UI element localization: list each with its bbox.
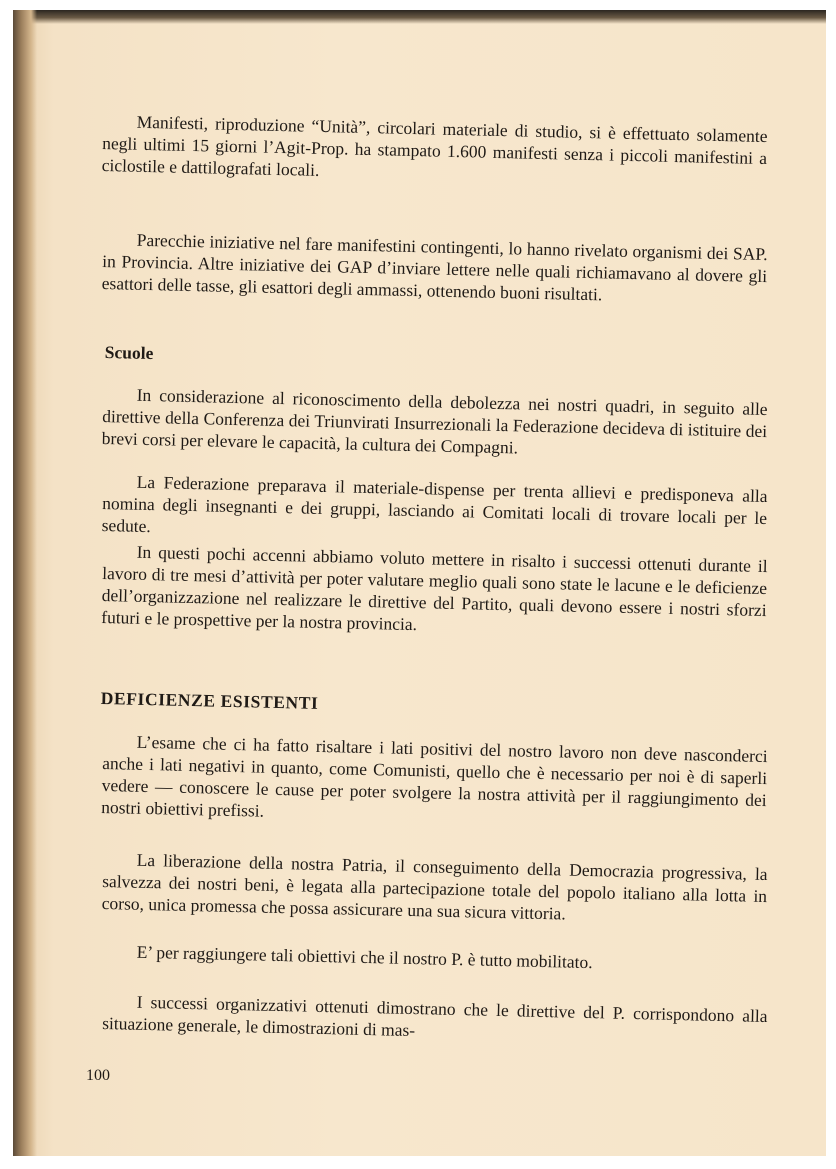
paragraph-scuole-3: In questi pochi accenni abbiamo voluto mettere in risalto i successi ottenuti durante il lavoro di tre mesi d’attività per poter valutare meglio quali sono state le lacune e le deficienze dell’organizzazione nel realizzare le direttive del Partito, quali devono essere i nostri sforzi futuri e le prospettive per la nostra provincia. [101, 541, 768, 635]
section-heading-scuole: Scuole [104, 342, 154, 364]
paragraph-deficienze-2: La liberazione della nostra Patria, il conseguimento della Democrazia progressiva, la salvezza dei nostri beni, è legata alla partecipazione totale del popolo italiano alla lotta in corso, unica promessa che possa assicurare una sua sicura vittoria. [101, 849, 768, 924]
page-text-area [13, 10, 826, 1156]
paragraph-deficienze-1: L’esame che ci ha fatto risaltare i lati positivi del nostro lavoro non deve nasconderci anche i lati negativi in quanto, come Comunisti, quello che è necessario per noi è di saperli vedere — conoscere le cause per poter svolgere la nostra attività per il raggiungimento dei nostri obiettivi prefissi. [101, 731, 768, 821]
page-number: 100 [86, 1067, 110, 1084]
paragraph-deficienze-3: E’ per raggiungere tali obiettivi che il nostro P. è tutto mobilitato. [136, 941, 593, 973]
paragraph-deficienze-4: I successi organizzativi ottenuti dimostrano che le direttive del P. corrispondono alla situazione generale, le dimostrazioni di mas- [102, 991, 768, 1041]
paragraph-manifesti: Manifesti, riproduzione “Unità”, circolari materiale di studio, si è effettuato solamente negli ultimi 15 giorni l’Agit-Prop. ha stampato 1.600 manifesti senza i piccoli manifestini a ciclostile e dattilografati locali. [101, 111, 768, 180]
paragraph-scuole-2: La Federazione preparava il materiale-dispense per trenta allievi e predisponeva alla nomina degli insegnanti e dei gruppi, lasciando ai Comitati locali di trovare locali per le sedute. [101, 471, 768, 537]
paragraph-iniziative: Parecchie iniziative nel fare manifestini contingenti, lo hanno rivelato organismi dei SAP. in Provincia. Altre iniziative dei GAP d’inviare lettere nelle quali richiamavano al dovere gli esattori delle tasse, gli esattori degli ammassi, ottenendo buoni risultati. [101, 229, 768, 305]
section-heading-deficienze: DEFICIENZE ESISTENTI [100, 688, 319, 713]
scanned-page [13, 10, 826, 1156]
paragraph-scuole-1: In considerazione al riconoscimento della debolezza nei nostri quadri, in seguito alle direttive della Conferenza dei Triunvirati Insurrezionali la Federazione decideva di istituire dei brevi corsi per elevare le capacità, la cultura dei Compagni. [101, 384, 768, 458]
